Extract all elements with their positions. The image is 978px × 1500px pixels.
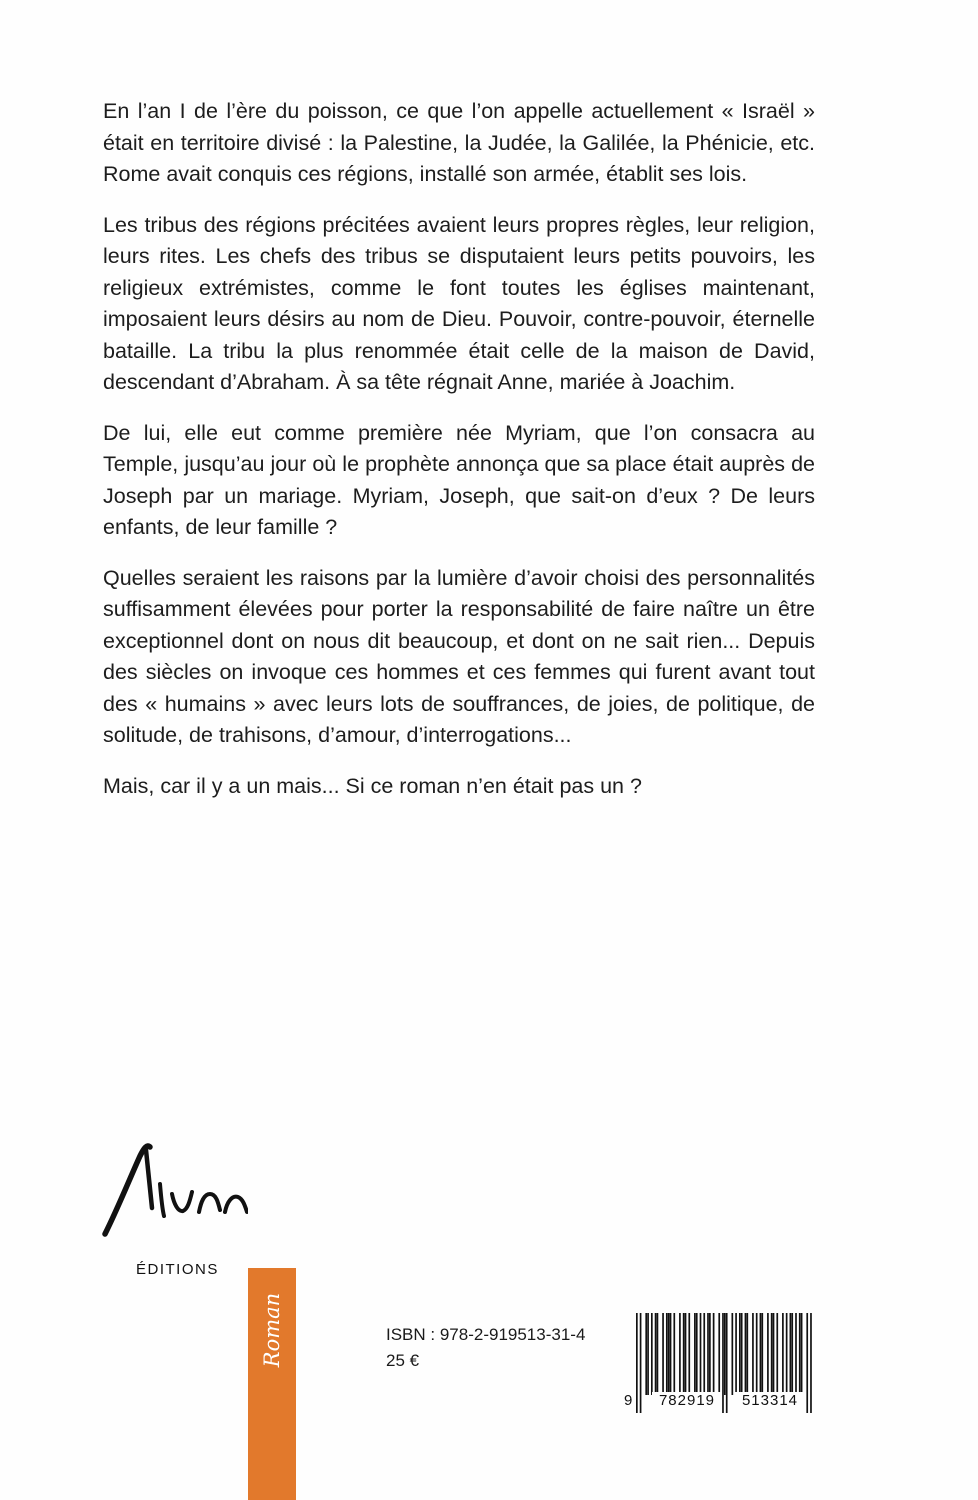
isbn-block bbox=[386, 1322, 585, 1374]
barcode-bar bbox=[760, 1313, 762, 1395]
barcode-bar bbox=[662, 1313, 664, 1395]
barcode-bar bbox=[776, 1313, 778, 1395]
barcode-bar bbox=[745, 1313, 747, 1395]
barcode bbox=[618, 1313, 814, 1415]
barcode-bar bbox=[703, 1313, 705, 1395]
barcode-bar bbox=[782, 1313, 784, 1395]
barcode-bar bbox=[790, 1313, 792, 1395]
barcode-bar bbox=[713, 1313, 715, 1395]
barcode-bar bbox=[771, 1313, 773, 1395]
barcode-bar bbox=[709, 1313, 711, 1395]
barcode-bar bbox=[700, 1313, 702, 1395]
barcode-bar bbox=[694, 1313, 696, 1395]
barcode-bar bbox=[739, 1313, 741, 1395]
barcode-bar bbox=[752, 1313, 754, 1395]
barcode-first-digit: 9 bbox=[624, 1392, 633, 1409]
barcode-bar bbox=[688, 1313, 690, 1395]
blurb-paragraph-5: Mais, car il y a un mais... Si ce roman n’en était pas un ? bbox=[103, 773, 642, 798]
barcode-bar bbox=[724, 1313, 726, 1395]
blurb-paragraph-3: De lui, elle eut comme première née Myriam, que l’on consacra au Temple, jusqu’au jour où le prophète annonça que sa place était auprès de Joseph par un mariage. Myriam, Joseph, que sait-on d’eux ? De leurs enfants, de leur famille ? bbox=[103, 420, 815, 539]
aluna-logo-icon bbox=[102, 1138, 248, 1238]
barcode-bar bbox=[636, 1313, 638, 1413]
barcode-bar bbox=[735, 1313, 737, 1395]
barcode-bar bbox=[640, 1313, 642, 1413]
genre-label: Roman bbox=[260, 1292, 284, 1368]
barcode-bar bbox=[731, 1313, 733, 1395]
blurb-paragraph-4: Quelles seraient les raisons par la lumière d’avoir choisi des personnalités suffisamment élevées pour porter la responsabilité de faire naître un être exceptionnel dont on nous dit beaucoup, et dont on ne sait rien... Depuis des siècles on invoque ces hommes et ces femmes qui furent avant tout des « humains » avec leurs lots de souffrances, de joies, de politique, de solitude, de trahisons, d’amour, d’interrogations... bbox=[103, 565, 815, 747]
barcode-bar bbox=[655, 1313, 657, 1395]
price: 25 € bbox=[386, 1351, 420, 1370]
blurb-paragraph-2: Les tribus des régions précitées avaient leurs propres règles, leur religion, leurs rites. Les chefs des tribus se disputaient leurs petits pouvoirs, les religieux extrémistes, comme le font toutes les églises maintenant, imposaient leurs désirs au nom de Dieu. Pouvoir, contre-pouvoir, éternelle bataille. La tribu la plus renommée était celle de la maison de David, descendant d’Abraham. À sa tête régnait Anne, mariée à Joachim. bbox=[103, 212, 815, 394]
barcode-bar bbox=[718, 1313, 720, 1395]
publisher-logo bbox=[102, 1138, 248, 1238]
barcode-bar bbox=[668, 1313, 670, 1395]
publisher-imprint: ÉDITIONS bbox=[136, 1261, 219, 1278]
barcode-bar bbox=[645, 1313, 647, 1395]
barcode-bar bbox=[670, 1313, 672, 1395]
barcode-bar bbox=[651, 1313, 653, 1395]
barcode-bar bbox=[666, 1313, 668, 1395]
isbn-number: ISBN : 978-2-919513-31-4 bbox=[386, 1325, 586, 1344]
barcode-bar bbox=[647, 1313, 649, 1395]
barcode-bar bbox=[773, 1313, 775, 1395]
barcode-bar bbox=[707, 1313, 709, 1395]
barcode-bar bbox=[791, 1313, 793, 1395]
barcode-bar bbox=[683, 1313, 685, 1395]
barcode-bar bbox=[767, 1313, 769, 1395]
barcode-bar bbox=[679, 1313, 681, 1395]
barcode-bar bbox=[756, 1313, 758, 1395]
barcode-bar bbox=[696, 1313, 698, 1395]
blurb bbox=[103, 96, 815, 821]
blurb-paragraph-1: En l’an I de l’ère du poisson, ce que l’on appelle actuellement « Israël » était en territoire divisé : la Palestine, la Judée, la Galilée, la Phénicie, etc. Rome avait conquis ces régions, installé son armée, établit ses lois. bbox=[103, 99, 815, 186]
barcode-bar bbox=[801, 1313, 803, 1395]
barcode-bar bbox=[722, 1313, 724, 1413]
barcode-bar bbox=[806, 1313, 808, 1413]
barcode-bar bbox=[726, 1313, 728, 1413]
barcode-bar bbox=[761, 1313, 763, 1395]
barcode-bar bbox=[673, 1313, 675, 1395]
barcode-bar bbox=[685, 1313, 687, 1395]
barcode-bar bbox=[810, 1313, 812, 1413]
barcode-bar bbox=[786, 1313, 788, 1395]
barcode-bar bbox=[799, 1313, 801, 1395]
barcode-group-1: 782919 bbox=[652, 1392, 722, 1409]
barcode-group-2: 513314 bbox=[735, 1392, 805, 1409]
barcode-bar bbox=[746, 1313, 748, 1395]
barcode-bar bbox=[741, 1313, 743, 1395]
barcode-bar bbox=[657, 1313, 659, 1395]
barcode-bar bbox=[795, 1313, 797, 1395]
